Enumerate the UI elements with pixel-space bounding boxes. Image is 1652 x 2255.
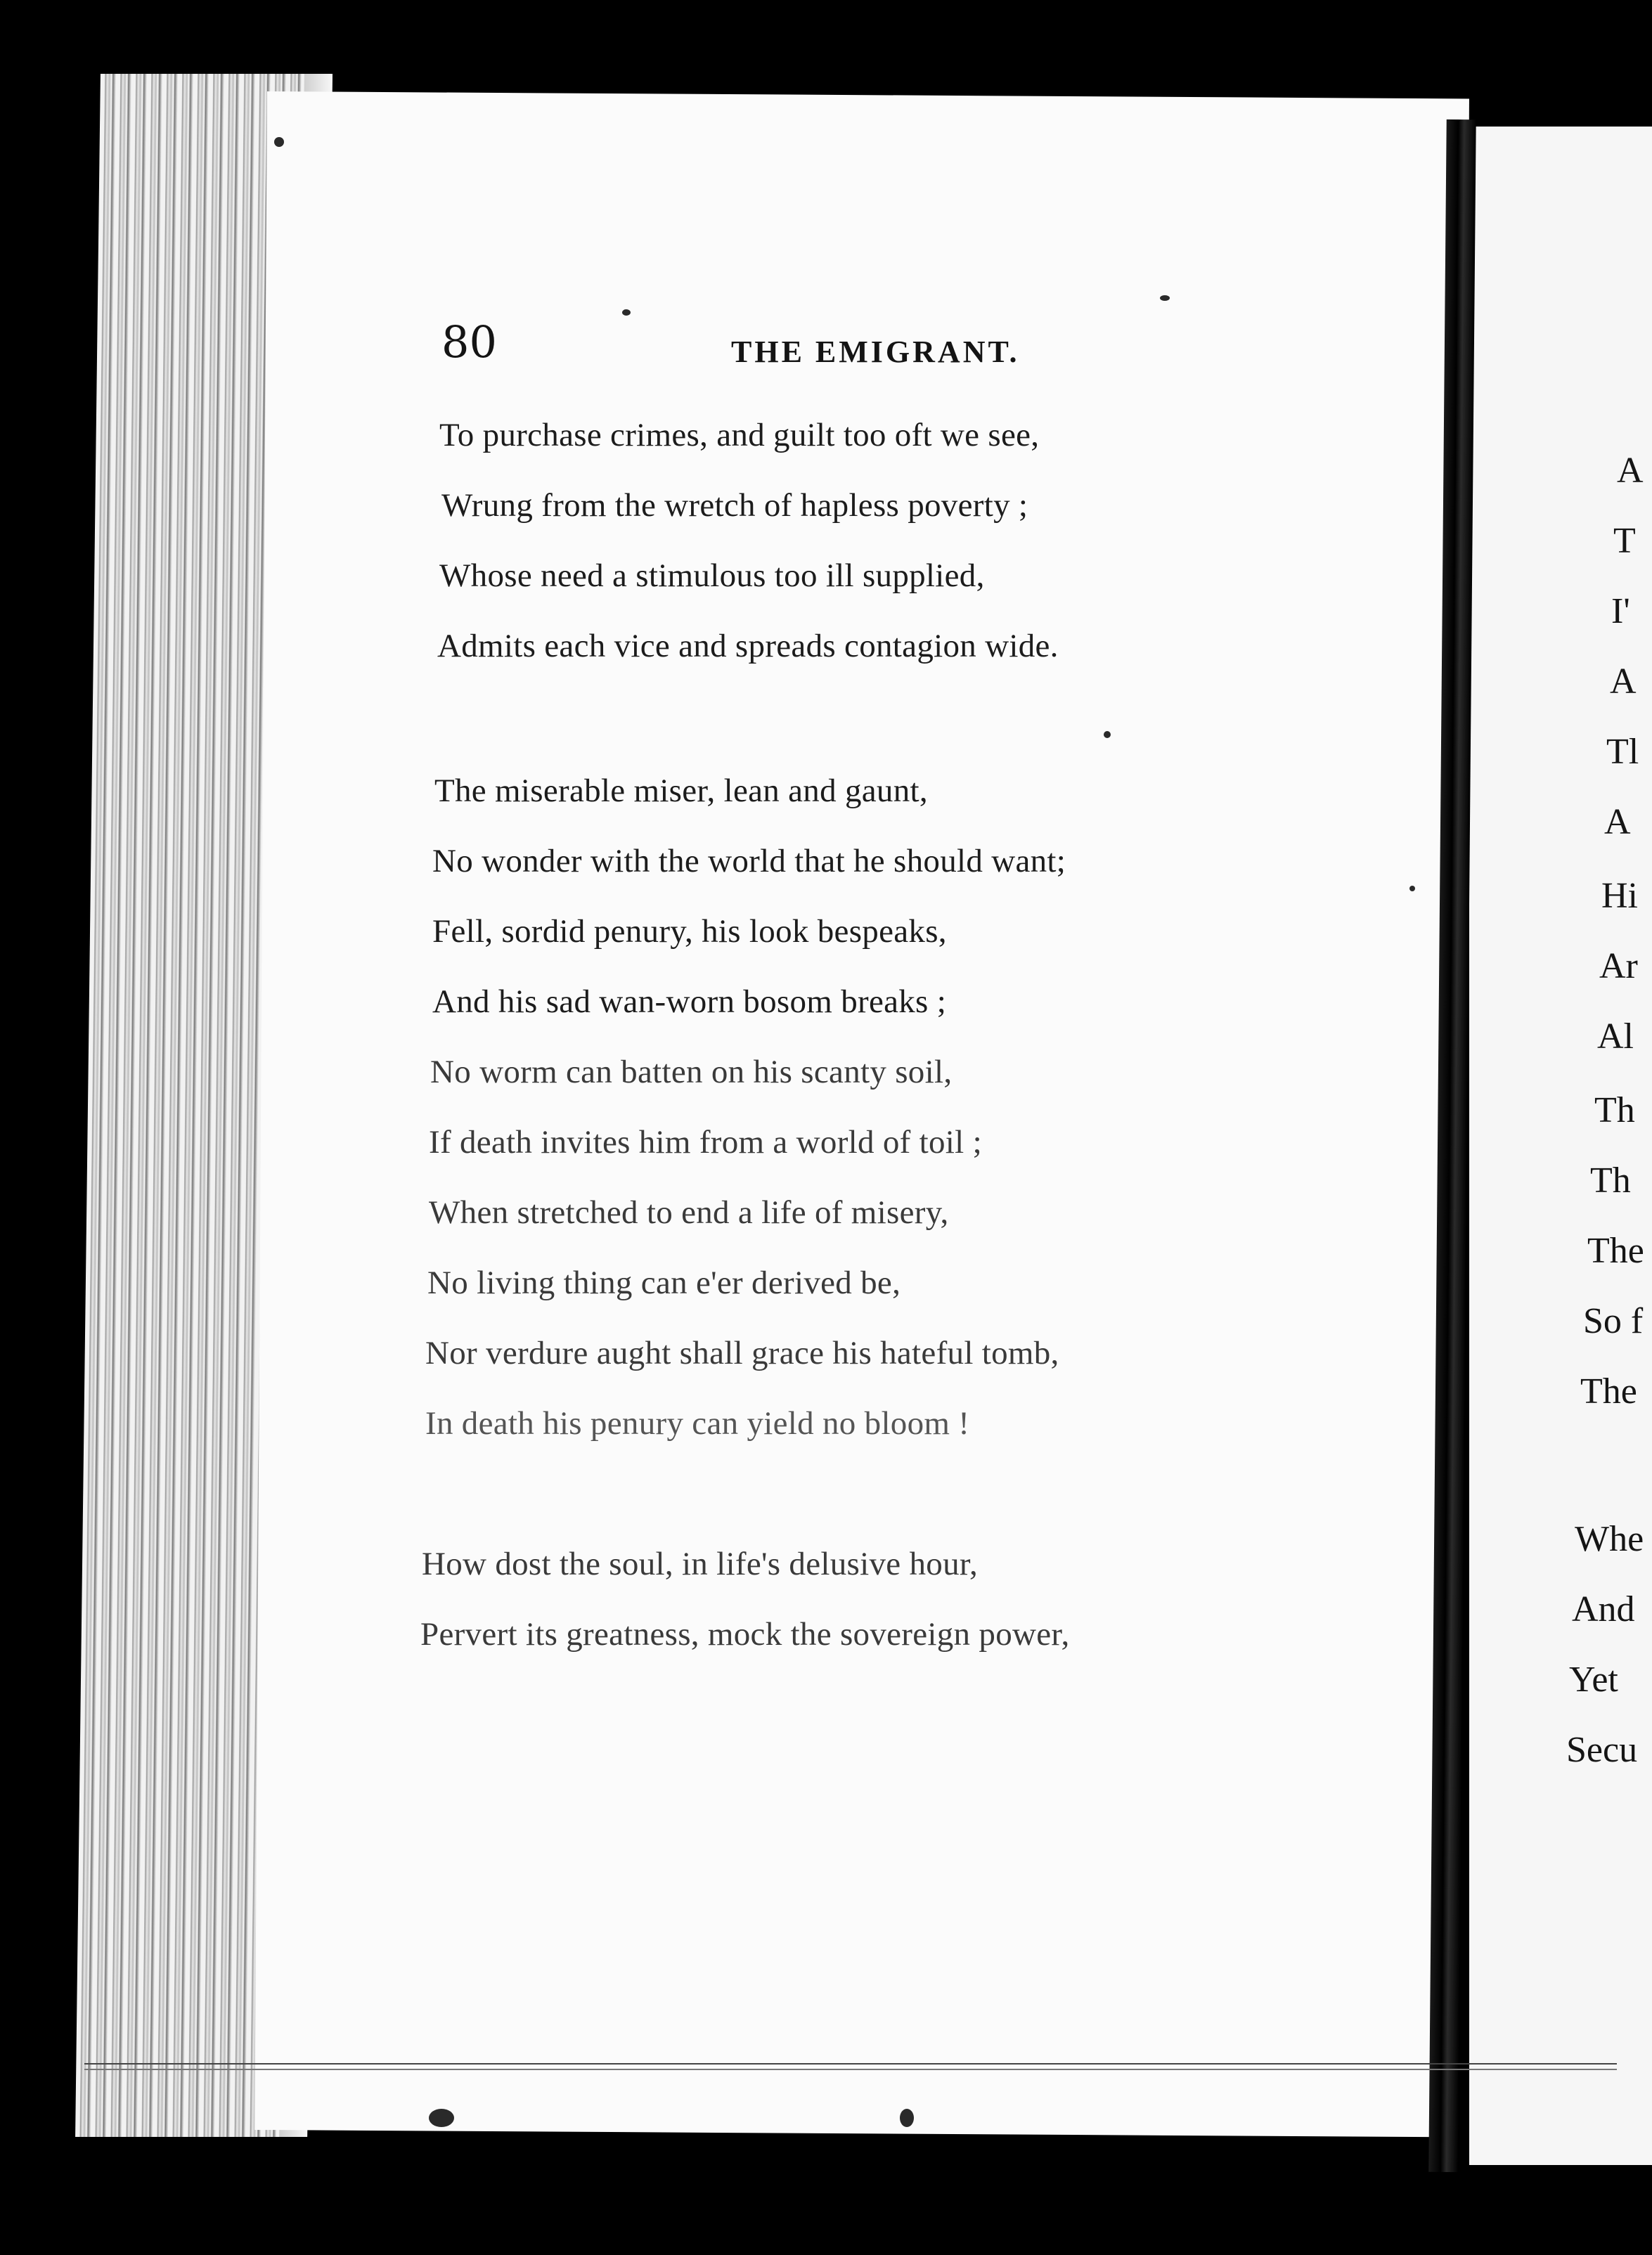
scan-speck [1160,295,1170,301]
scan-speck [900,2109,914,2127]
poem-line: To purchase crimes, and guilt too oft we see, [439,417,1040,453]
poem-line: The miserable miser, lean and gaunt, [434,773,928,809]
poem-line: In death his penury can yield no bloom ! [425,1405,970,1442]
facing-line-fragment: Th [1594,1090,1635,1130]
poem-line: Fell, sordid penury, his look bespeaks, [432,913,947,950]
poem-line: Pervert its greatness, mock the sovereign power, [420,1616,1070,1653]
poem-line: Admits each vice and spreads contagion wide. [437,628,1059,664]
facing-line-fragment: A [1617,451,1644,491]
poem-line: Whose need a stimulous too ill supplied, [439,557,985,594]
facing-line-fragment: I' [1611,591,1630,631]
facing-line-fragment: So f [1583,1301,1644,1341]
facing-line-fragment: A [1610,661,1637,702]
facing-line-fragment: Ar [1599,946,1638,986]
page-number: 80 [441,316,497,368]
poem-line: When stretched to end a life of misery, [429,1194,949,1231]
poem-line: Wrung from the wretch of hapless poverty ; [441,487,1028,524]
facing-line-fragment: A [1604,802,1631,842]
scan-speck [274,137,284,147]
scan-speck [1104,731,1111,738]
poem-line: How dost the soul, in life's delusive hour, [422,1546,978,1582]
poem-line: No living thing can e'er derived be, [427,1265,901,1301]
scan-speck [1409,886,1415,891]
scan-speck [429,2109,454,2127]
poem-line: No wonder with the world that he should want; [432,843,1066,879]
poem-line: Nor verdure aught shall grace his hateful tomb, [425,1335,1059,1371]
facing-line-fragment: Al [1597,1016,1634,1057]
facing-line-fragment: The [1587,1231,1644,1271]
facing-line-fragment: Hi [1601,876,1638,916]
poem-line: No worm can batten on his scanty soil, [430,1054,953,1090]
facing-line-fragment: Secu [1566,1730,1638,1770]
facing-line-fragment: T [1613,521,1636,561]
facing-line-fragment: And [1572,1589,1635,1629]
facing-line-fragment: Th [1590,1161,1631,1201]
facing-line-fragment: Tl [1606,732,1639,772]
poem-line: And his sad wan-worn bosom breaks ; [432,983,947,1020]
poem-line: If death invites him from a world of toil ; [429,1124,982,1161]
facing-line-fragment: Yet [1569,1660,1618,1700]
running-title: THE EMIGRANT. [731,335,1020,369]
facing-line-fragment: The [1580,1371,1637,1411]
facing-line-fragment: Whe [1575,1519,1644,1559]
scan-speck [622,309,631,316]
